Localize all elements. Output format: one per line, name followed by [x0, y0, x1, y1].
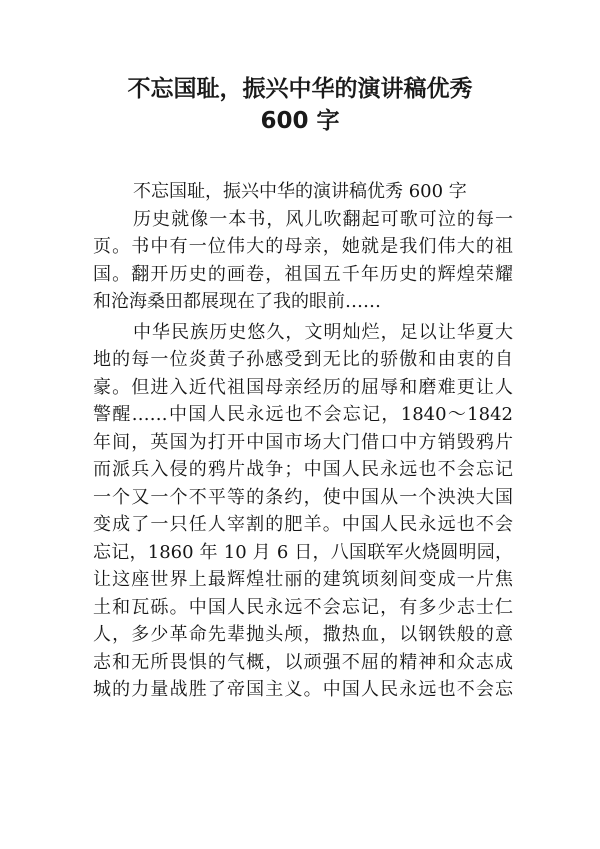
text-line: 年间，英国为打开中国市场大门借口中方销毁鸦片 [93, 431, 513, 453]
paragraph [93, 206, 513, 316]
title-line: 不忘国耻，振兴中华的演讲稿优秀 [127, 76, 473, 102]
text-line: 而派兵入侵的鸦片战争；中国人民永远也不会忘记 [93, 459, 513, 480]
text-line: 忘记，1860 年 10 月 6 日，八国联军火烧圆明园， [93, 541, 513, 563]
text-line: 警醒……中国人民永远也不会忘记，1840～1842 [93, 404, 513, 425]
text-line: 变成了一只任人宰割的肥羊。中国人民永远也不会 [93, 514, 513, 535]
text-line: 地的每一位炎黄子孙感受到无比的骄傲和由衷的自 [93, 349, 513, 370]
text-line: 让这座世界上最辉煌壮丽的建筑顷刻间变成一片焦 [93, 569, 513, 590]
text-line: 和沧海桑田都展现在了我的眼前…… [93, 291, 381, 312]
text-line: 不忘国耻，振兴中华的演讲稿优秀 600 字 [133, 181, 467, 202]
document-body [93, 178, 513, 704]
text-line: 一个又一个不平等的条约，使中国从一个泱泱大国 [93, 486, 513, 508]
paragraph [93, 319, 513, 704]
text-line: 豪。但进入近代祖国母亲经历的屈辱和磨难更让人 [93, 376, 513, 398]
text-line: 历史就像一本书，风儿吹翻起可歌可泣的每一 [133, 208, 513, 230]
text-line: 页。书中有一位伟大的母亲，她就是我们伟大的祖 [93, 236, 513, 257]
paragraph-heading [93, 178, 513, 206]
title-line: 600 字 [260, 108, 340, 134]
document-title [0, 73, 600, 137]
text-line: 中华民族历史悠久，文明灿烂，足以让华夏大 [133, 321, 513, 343]
text-line: 国。翻开历史的画卷，祖国五千年历史的辉煌荣耀 [93, 263, 513, 285]
text-line: 志和无所畏惧的气概，以顽强不屈的精神和众志成 [93, 651, 513, 673]
text-line: 城的力量战胜了帝国主义。中国人民永远也不会忘 [93, 679, 513, 700]
text-line: 人，多少革命先辈抛头颅，撒热血，以钢铁般的意 [93, 624, 513, 645]
text-line: 土和瓦砾。中国人民永远不会忘记，有多少志士仁 [93, 596, 513, 618]
